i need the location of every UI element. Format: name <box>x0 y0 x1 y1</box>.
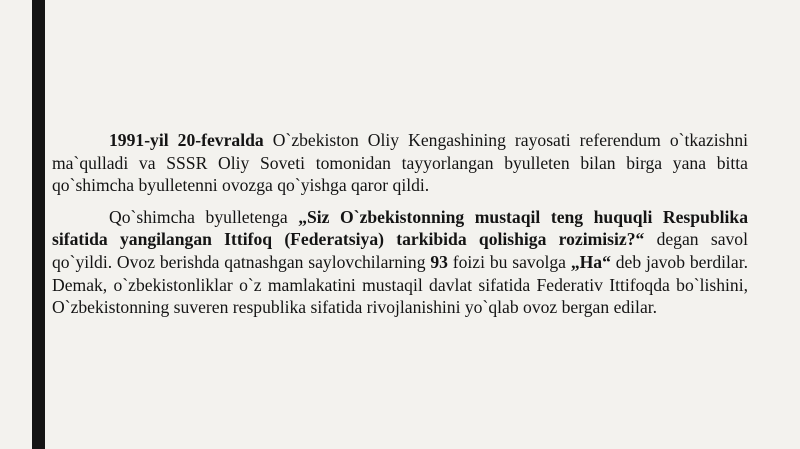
paragraph-2-middle: degan savol qo`yildi. Ovoz berishda qatnashgan saylovchilarning <box>52 229 748 272</box>
left-accent-bar <box>32 0 45 449</box>
date-highlight: 1991-yil 20-fevralda <box>109 130 264 150</box>
paragraph-1-text: O`zbekiston Oliy Kengashining rayosati referendum o`tkazishni ma`qulladi va SSSR Oliy Soveti tomonidan tayyorlangan byulleten bilan birga yana bitta qo`shimcha byulletenni ovozga qo`yishga qaror qildi. <box>52 130 749 196</box>
paragraph-2-after-percent: foizi bu savolga <box>447 251 571 272</box>
paragraph-2-intro: Qo`shimcha byulletenga <box>109 206 299 227</box>
paragraph-referendum-decision <box>52 129 748 197</box>
answer-yes: „Ha“ <box>570 251 611 272</box>
referendum-question: „Siz O`zbekistonning mustaqil teng huquqli Respublika sifatida yangilangan Ittifoq (Federatsiya) tarkibida qolishiga rozimisiz?“ <box>52 206 748 250</box>
paragraph-2-ending: deb javob berdilar. Demak, o`zbekistonliklar o`z mamlakatini mustaqil davlat sifatida Federativ Ittifoqda bo`lishini, O`zbekistonning suveren respublika sifatida rivojlanishini yo`qlab ovoz bergan edilar. <box>52 251 748 318</box>
slide-text-body <box>52 129 748 319</box>
paragraph-referendum-question <box>52 206 748 319</box>
percent-value: 93 <box>430 251 448 272</box>
